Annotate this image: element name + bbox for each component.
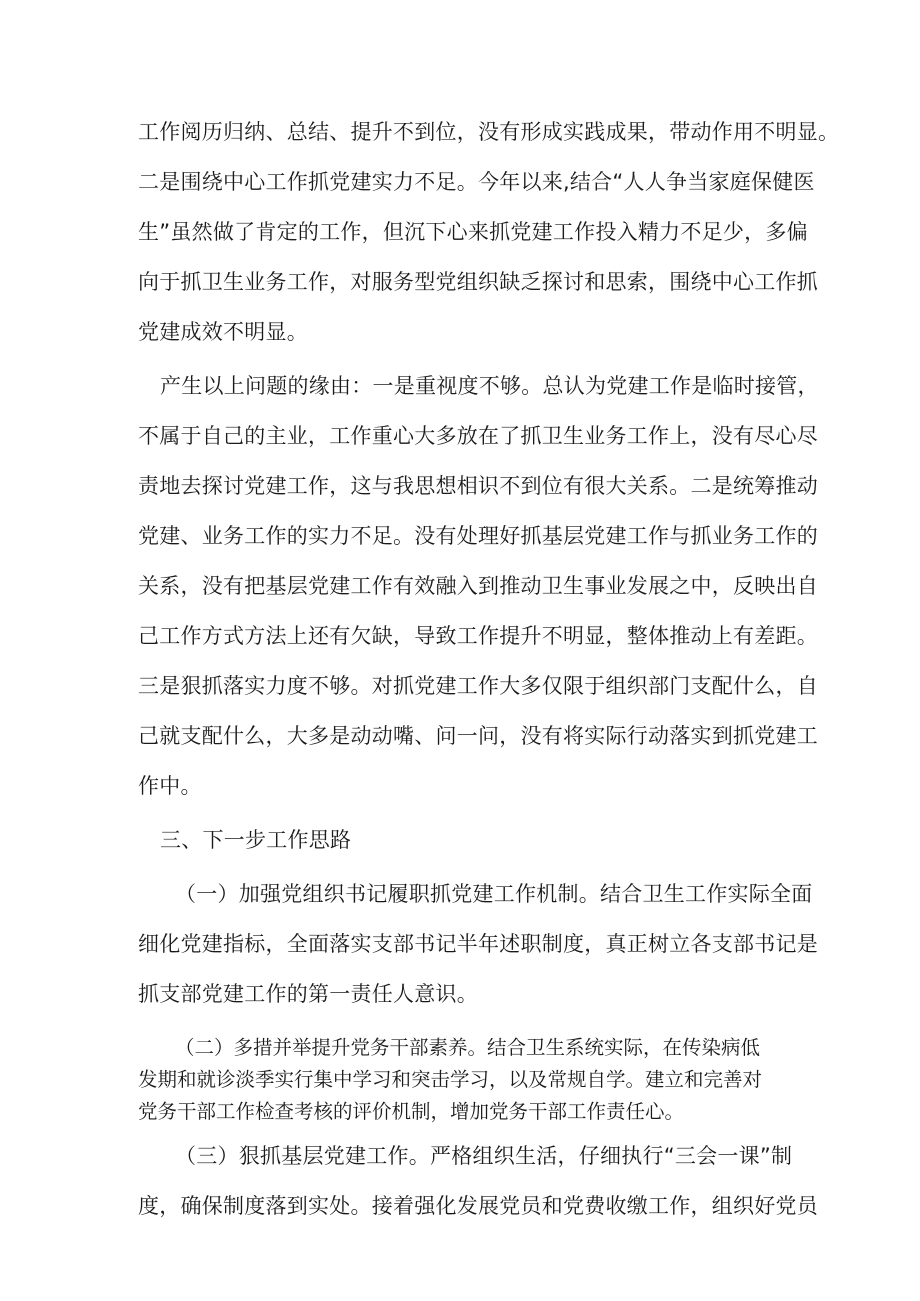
- item-2-line-2: 发期和就诊淡季实行集中学习和突击学习，以及常规自学。建立和完善对: [138, 1068, 763, 1091]
- item-1-line-3: 抓支部党建工作的第一责任人意识。: [138, 982, 478, 1006]
- item-2-line-1: （二）多措并举提升党务干部素养。结合卫生系统实际，在传染病低: [175, 1036, 761, 1059]
- paragraph-1-line-4: 向于抓卫生业务工作，对服务型党组织缺乏探讨和思索，围绕中心工作抓: [138, 270, 818, 294]
- paragraph-2-line-9: 作中。: [138, 774, 202, 798]
- item-3-line-2: 度，确保制度落到实处。接着强化发展党员和党费收缴工作，组织好党员: [138, 1194, 818, 1218]
- paragraph-2-line-5: 关系，没有把基层党建工作有效融入到推动卫生事业发展之中，反映出自: [138, 574, 818, 598]
- item-1-line-2: 细化党建指标，全面落实支部书记半年述职制度，真正树立各支部书记是: [138, 932, 818, 956]
- section-heading: 三、下一步工作思路: [160, 828, 352, 852]
- paragraph-1-line-2: 二是围绕中心工作抓党建实力不足。今年以来,结合“人人争当家庭保健医: [138, 170, 815, 194]
- paragraph-2-line-4: 党建、业务工作的实力不足。没有处理好抓基层党建工作与抓业务工作的: [138, 524, 818, 548]
- item-3-line-1: （三）狠抓基层党建工作。严格组织生活，仔细执行“三会一课”制: [175, 1144, 793, 1168]
- paragraph-2-line-2: 不属于自己的主业，工作重心大多放在了抓卫生业务工作上，没有尽心尽: [138, 424, 818, 448]
- paragraph-2-line-6: 己工作方式方法上还有欠缺，导致工作提升不明显，整体推动上有差距。: [138, 624, 818, 648]
- paragraph-2-line-8: 己就支配什么，大多是动动嘴、问一问，没有将实际行动落实到抓党建工: [138, 724, 818, 748]
- item-2-line-3: 党务干部工作检查考核的评价机制，增加党务干部工作责任心。: [138, 1100, 685, 1123]
- paragraph-2-line-1: 产生以上问题的缘由：一是重视度不够。总认为党建工作是临时接管，: [160, 374, 819, 398]
- paragraph-1-line-5: 党建成效不明显。: [138, 320, 308, 344]
- item-1-line-1: （一）加强党组织书记履职抓党建工作机制。结合卫生工作实际全面: [175, 882, 813, 906]
- paragraph-1-line-1: 工作阅历归纳、总结、提升不到位，没有形成实践成果，带动作用不明显。: [138, 120, 840, 144]
- paragraph-1-line-3: 生”虽然做了肯定的工作，但沉下心来抓党建工作投入精力不足少，多偏: [138, 220, 808, 244]
- paragraph-2-line-3: 责地去探讨党建工作，这与我思想相识不到位有很大关系。二是统筹推动: [138, 474, 818, 498]
- paragraph-2-line-7: 三是狠抓落实力度不够。对抓党建工作大多仅限于组织部门支配什么，自: [138, 674, 818, 698]
